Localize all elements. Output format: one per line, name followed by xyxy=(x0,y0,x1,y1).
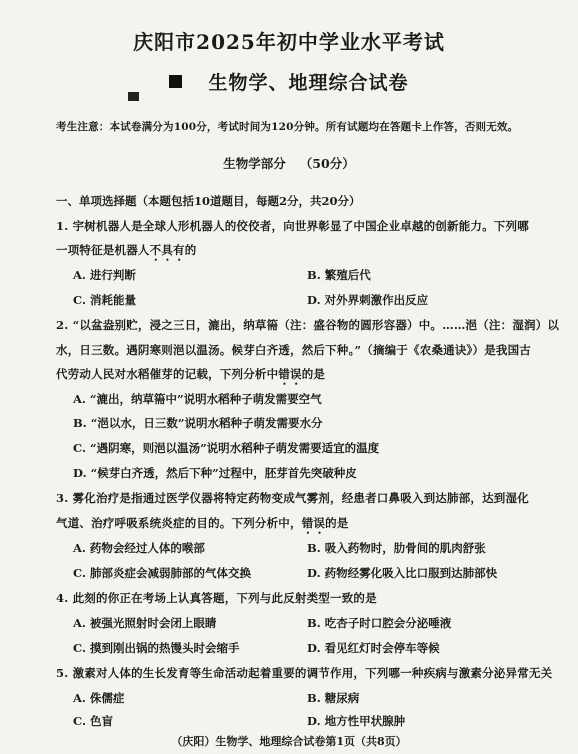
q3-stem-line-1: 3. 雾化治疗是指通过医学仪器将特定药物变成气雾剂，经患者口鼻吸入到达肺部，达到湿化 xyxy=(56,491,529,505)
black-square-marker xyxy=(169,75,182,88)
exam-title: 庆阳市2025年初中学业水平考试 xyxy=(133,30,445,54)
part-heading: 一、单项选择题（本题包括10道题目，每题2分，共20分） xyxy=(56,194,361,208)
q2-option-a: A. “漉出，纳草篅中”说明水稻种子萌发需要空气 xyxy=(73,392,322,406)
section-score: （50分） xyxy=(299,156,355,171)
q4-option-c: C. 摸到刚出锅的热馒头时会缩手 xyxy=(73,641,240,655)
q3-option-d: D. 药物经雾化吸入比口服到达肺部快 xyxy=(307,566,498,580)
q2-option-d: D. “候芽白齐透，然后下种”过程中，胚芽首先突破种皮 xyxy=(73,466,357,480)
q1-option-d: D. 对外界刺激作出反应 xyxy=(307,293,429,307)
q5-option-c: C. 色盲 xyxy=(73,714,113,728)
q3-option-a: A. 药物会经过人体的喉部 xyxy=(73,541,205,555)
q5-stem-line-1: 5. 激素对人体的生长发育等生命活动起着重要的调节作用，下列哪一种疾病与激素分泌异常无关 xyxy=(56,666,553,680)
q2-option-c: C. “遇阴寒，则浥以温汤”说明水稻种子萌发需要适宜的温度 xyxy=(73,441,380,455)
q3-option-c: C. 肺部炎症会减弱肺部的气体交换 xyxy=(73,566,251,580)
q2-stem-line-1: 2. “以盆盎别贮，浸之三日，漉出，纳草篅（注：盛谷物的圆形容器）中。……浥（注：湿润）以 xyxy=(56,318,560,332)
q5-option-d: D. 地方性甲状腺肿 xyxy=(307,714,406,728)
q4-stem-line-1: 4. 此刻的你正在考场上认真答题，下列与此反射类型一致的是 xyxy=(56,591,377,605)
q2-option-b: B. “浥以水，日三数”说明水稻种子萌发需要水分 xyxy=(73,416,323,430)
candidate-notice: 考生注意：本试卷满分为100分，考试时间为120分钟。所有试题均在答题卡上作答，否则无效。 xyxy=(56,121,519,133)
q5-option-a: A. 侏儒症 xyxy=(73,691,125,705)
section-name: 生物学部分 xyxy=(223,156,286,171)
q5-option-b: B. 糖尿病 xyxy=(307,691,360,705)
q2-stem-line-3: 代劳动人民对水稻催芽的记载，下列分析中错误的是 xyxy=(56,367,326,381)
q1-stem-line-2: 一项特征是机器人不具有的 xyxy=(56,243,197,257)
q3-option-b: B. 吸入药物时，肋骨间的肌肉舒张 xyxy=(307,541,486,555)
q1-stem-line-1: 1. 宇树机器人是全球人形机器人的佼佼者，向世界彰显了中国企业卓越的创新能力。下列哪 xyxy=(56,219,529,233)
q1-option-c: C. 消耗能量 xyxy=(73,293,136,307)
q4-option-b: B. 吃杏子时口腔会分泌唾液 xyxy=(307,616,452,630)
subject-title: 生物学、地理综合试卷 xyxy=(208,72,409,94)
q4-option-a: A. 被强光照射时会闭上眼睛 xyxy=(73,616,217,630)
subject-row xyxy=(0,68,578,95)
q1-option-b: B. 繁殖后代 xyxy=(307,268,371,282)
q3-stem-line-2: 气道、治疗呼吸系统炎症的目的。下列分析中，错误的是 xyxy=(56,516,349,530)
emphasis-word: 错误 xyxy=(278,367,302,381)
page-footer: （庆阳）生物学、地理综合试卷第1页（共8页） xyxy=(171,735,407,748)
emphasis-word: 不具有 xyxy=(149,243,185,257)
emphasis-word: 错误 xyxy=(301,516,326,530)
print-mark xyxy=(128,92,139,101)
section-title xyxy=(0,154,578,172)
q4-option-d: D. 看见红灯时会停车等候 xyxy=(307,641,440,655)
q2-stem-line-2: 水，日三数。遇阴寒则浥以温汤。候芽白齐透，然后下种。”（摘编于《农桑通诀》）是我国古 xyxy=(56,343,532,357)
q1-option-a: A. 进行判断 xyxy=(73,268,136,282)
